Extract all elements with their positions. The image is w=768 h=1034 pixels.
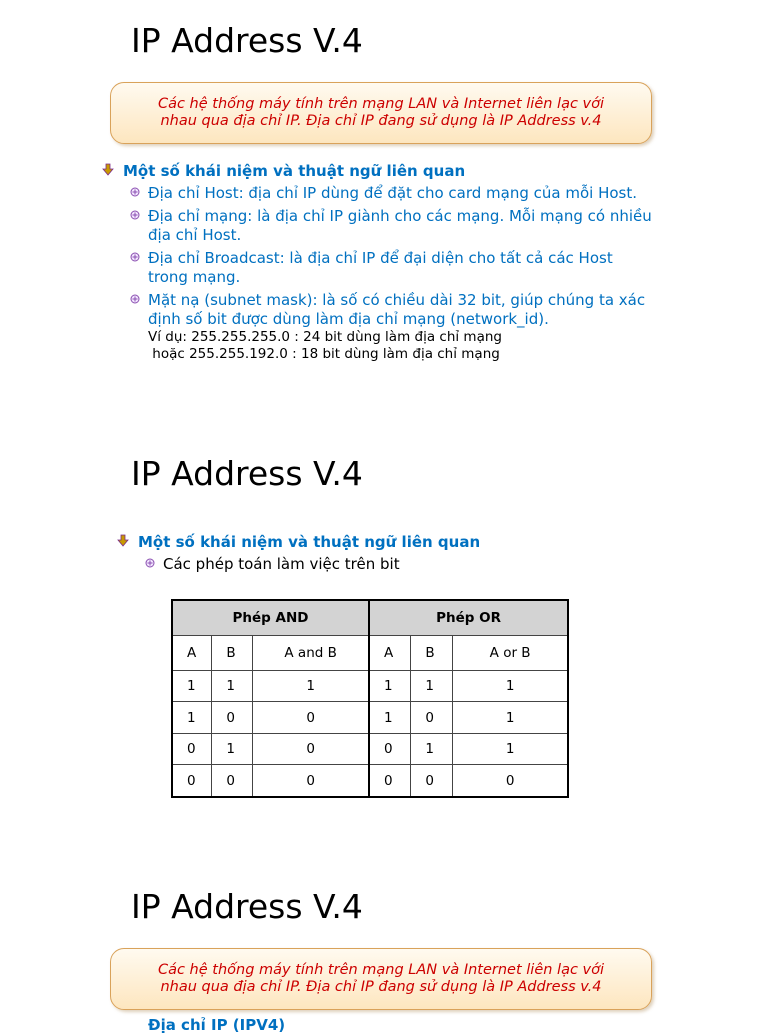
- table-cell: 1: [369, 702, 411, 733]
- list-item: [148, 249, 653, 287]
- slide3-note-box: [110, 948, 652, 1010]
- slide3-heading-cut: Địa chỉ IP (IPV4): [148, 1016, 286, 1034]
- column-header: A or B: [453, 636, 568, 671]
- table-cell: 1: [411, 671, 453, 702]
- table-cell: 1: [411, 733, 453, 764]
- table-cell: 0: [369, 765, 411, 797]
- slide1-heading: [123, 162, 465, 180]
- list-item: [148, 184, 653, 203]
- slide3-note-line1: Các hệ thống máy tính trên mạng LAN và Internet liên lạc với: [157, 962, 605, 978]
- column-header: A and B: [253, 636, 369, 671]
- example-line-2: hoặc 255.255.192.0 : 18 bit dùng làm địa chỉ mạng: [148, 346, 500, 362]
- term-host: Địa chỉ Host: địa chỉ IP dùng để đặt cho card mạng của mỗi Host.: [148, 184, 637, 202]
- table-cell: 1: [172, 671, 212, 702]
- truth-table: [171, 599, 569, 798]
- table-header-row: [172, 636, 568, 671]
- term-broadcast: Địa chỉ Broadcast: là địa chỉ IP để đại diện cho tất cả các Host trong mạng.: [148, 249, 613, 286]
- column-header: B: [411, 636, 453, 671]
- column-header: B: [212, 636, 253, 671]
- column-header: A: [369, 636, 411, 671]
- table-cell: 0: [253, 702, 369, 733]
- term-network: Địa chỉ mạng: là địa chỉ IP giành cho các mạng. Mỗi mạng có nhiều địa chỉ Host.: [148, 207, 652, 244]
- table-cell: 1: [453, 671, 568, 702]
- table-cell: 0: [253, 765, 369, 797]
- column-header: A: [172, 636, 212, 671]
- slide1-note-box: [110, 82, 652, 144]
- slide1-note-line2: nhau qua địa chỉ IP. Địa chỉ IP đang sử dụng là IP Address v.4: [160, 113, 602, 129]
- table-cell: 1: [212, 671, 253, 702]
- table-row: [172, 765, 568, 797]
- slide1-note-line1: Các hệ thống máy tính trên mạng LAN và Internet liên lạc với: [157, 96, 605, 112]
- circle-bullet-icon: [145, 558, 155, 568]
- table-cell: 0: [212, 702, 253, 733]
- slide2-heading: [138, 533, 480, 551]
- table-cell: 0: [253, 733, 369, 764]
- table-cell: 0: [411, 765, 453, 797]
- table-cell: 0: [369, 733, 411, 764]
- list-item: [148, 207, 653, 245]
- table-row: [172, 733, 568, 764]
- example-line-1: Ví dụ: 255.255.255.0 : 24 bit dùng làm địa chỉ mạng: [148, 329, 502, 345]
- circle-bullet-icon: [130, 187, 140, 197]
- table-cell: 0: [212, 765, 253, 797]
- circle-bullet-icon: [130, 252, 140, 262]
- table-row: [172, 702, 568, 733]
- group-header-and: Phép AND: [172, 600, 369, 636]
- slide3-note-line2: nhau qua địa chỉ IP. Địa chỉ IP đang sử dụng là IP Address v.4: [160, 979, 602, 995]
- table-cell: 1: [253, 671, 369, 702]
- circle-bullet-icon: [130, 294, 140, 304]
- table-cell: 0: [411, 702, 453, 733]
- table-cell: 1: [212, 733, 253, 764]
- slide3-title: IP Address V.4: [131, 887, 363, 926]
- arrow-bullet-icon: [116, 534, 130, 548]
- arrow-bullet-icon: [101, 163, 115, 177]
- slide2-sub-text: Các phép toán làm việc trên bit: [163, 555, 400, 573]
- slide1-term-list: [148, 184, 653, 367]
- group-header-or: Phép OR: [369, 600, 568, 636]
- table-cell: 1: [172, 702, 212, 733]
- slide2-title: IP Address V.4: [131, 454, 363, 493]
- table-cell: 1: [369, 671, 411, 702]
- circle-bullet-icon: [130, 210, 140, 220]
- term-subnet-mask: Mặt nạ (subnet mask): là số có chiều dài 32 bit, giúp chúng ta xác định số bit được dùng làm địa chỉ mạng (network_id).: [148, 291, 646, 328]
- slide1-title: IP Address V.4: [131, 21, 363, 60]
- slide2-sub-item: [163, 555, 400, 573]
- table-cell: 0: [453, 765, 568, 797]
- slide2-heading-text: Một số khái niệm và thuật ngữ liên quan: [138, 533, 481, 551]
- table-cell: 1: [453, 702, 568, 733]
- slide1-heading-text: Một số khái niệm và thuật ngữ liên quan: [123, 162, 466, 180]
- list-item: [148, 291, 653, 363]
- table-cell: 1: [453, 733, 568, 764]
- table-cell: 0: [172, 733, 212, 764]
- table-cell: 0: [172, 765, 212, 797]
- table-row: [172, 671, 568, 702]
